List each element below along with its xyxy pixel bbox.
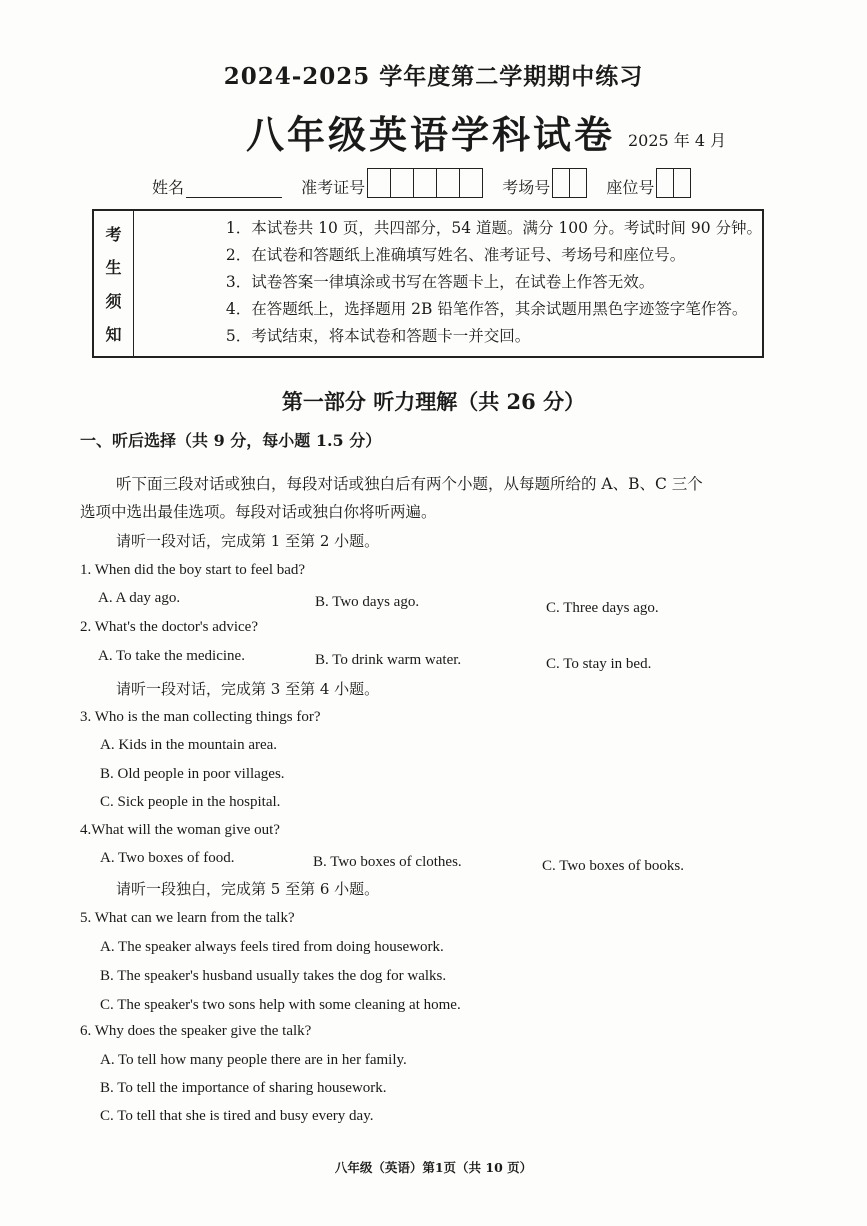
q5-option-b[interactable]: B. The speaker's husband usually takes the dog for walks. (100, 968, 447, 984)
room-boxes[interactable] (552, 168, 587, 198)
part-title: 第一部分 听力理解（共 26 分） (281, 389, 586, 414)
notice-item: 3．试卷答案一律填涂或书写在答题卡上，在试卷上作答无效。 (225, 273, 655, 291)
seat-field[interactable] (606, 168, 691, 198)
q4-option-c[interactable]: C. Two boxes of books. (542, 858, 685, 874)
exam-date: 2025 年 4 月 (628, 131, 727, 150)
exam-id-label: 准考证号 (301, 178, 366, 197)
q5-option-c[interactable]: C. The speaker's two sons help with some cleaning at home. (100, 997, 461, 1013)
q1-option-a[interactable]: A. A day ago. (98, 590, 181, 606)
q6-option-c[interactable]: C. To tell that she is tired and busy every day. (100, 1108, 374, 1124)
room-label: 考场号 (502, 178, 551, 197)
q4-option-a[interactable]: A. Two boxes of food. (100, 850, 235, 866)
q3-option-a[interactable]: A. Kids in the mountain area. (100, 737, 278, 753)
exam-id-boxes[interactable] (367, 168, 483, 198)
candidate-info-line (152, 168, 705, 198)
q6-option-b[interactable]: B. To tell the importance of sharing housework. (100, 1080, 387, 1096)
exam-title: 八年级英语学科试卷 (246, 112, 616, 157)
q3-option-c[interactable]: C. Sick people in the hospital. (100, 794, 281, 810)
seat-boxes[interactable] (656, 168, 691, 198)
subsection-instruction: 请听一段独白，完成第 5 至第 6 小题。 (116, 880, 380, 898)
q2-option-b[interactable]: B. To drink warm water. (315, 652, 462, 668)
q6-option-a[interactable]: A. To tell how many people there are in her family. (100, 1052, 407, 1068)
notice-list (134, 211, 762, 356)
q1-option-c[interactable]: C. Three days ago. (546, 600, 659, 616)
page-footer: 八年级（英语）第1页（共 10 页） (334, 1160, 533, 1175)
notice-item: 1．本试卷共 10 页，共四部分，54 道题。满分 100 分。考试时间 90 分钟。 (225, 219, 762, 237)
exam-term-heading: 2024-2025 学年度第二学期期中练习 (223, 63, 644, 90)
subsection-instruction: 请听一段对话，完成第 1 至第 2 小题。 (116, 532, 380, 550)
question-1: 1. When did the boy start to feel bad? (80, 562, 306, 578)
notice-item: 4．在答题纸上，选择题用 2B 铅笔作答，其余试题用黑色字迹签字笔作答。 (225, 300, 748, 318)
question-2: 2. What's the doctor's advice? (80, 619, 258, 635)
name-blank[interactable] (186, 179, 282, 198)
q1-option-b[interactable]: B. Two days ago. (315, 594, 420, 610)
question-6: 6. Why does the speaker give the talk? (80, 1023, 312, 1039)
q2-option-a[interactable]: A. To take the medicine. (98, 648, 245, 664)
name-label: 姓名 (152, 178, 185, 197)
notice-item: 5．考试结束，将本试卷和答题卡一并交回。 (225, 327, 531, 345)
candidate-notice-box (92, 209, 764, 358)
notice-item: 2．在试卷和答题纸上准确填写姓名、准考证号、考场号和座位号。 (225, 246, 686, 264)
seat-label: 座位号 (606, 178, 655, 197)
notice-label: 考 生 须 知 (94, 211, 134, 356)
q5-option-a[interactable]: A. The speaker always feels tired from doing housework. (100, 939, 444, 955)
instructions-line-2: 选项中选出最佳选项。每段对话或独白你将听两遍。 (80, 503, 437, 521)
q2-option-c[interactable]: C. To stay in bed. (546, 656, 652, 672)
room-field[interactable] (502, 168, 587, 198)
question-5: 5. What can we learn from the talk? (80, 910, 295, 926)
exam-id-field[interactable] (301, 168, 483, 198)
section-heading: 一、听后选择（共 9 分，每小题 1.5 分） (80, 431, 382, 450)
instructions-line-1: 听下面三段对话或独白，每段对话或独白后有两个小题，从每题所给的 A、B、C 三个 (116, 475, 703, 493)
q3-option-b[interactable]: B. Old people in poor villages. (100, 766, 285, 782)
question-4: 4.What will the woman give out? (80, 822, 280, 838)
name-field[interactable] (152, 175, 282, 198)
question-3: 3. Who is the man collecting things for? (80, 709, 321, 725)
subsection-instruction: 请听一段对话，完成第 3 至第 4 小题。 (116, 680, 380, 698)
q4-option-b[interactable]: B. Two boxes of clothes. (313, 854, 462, 870)
